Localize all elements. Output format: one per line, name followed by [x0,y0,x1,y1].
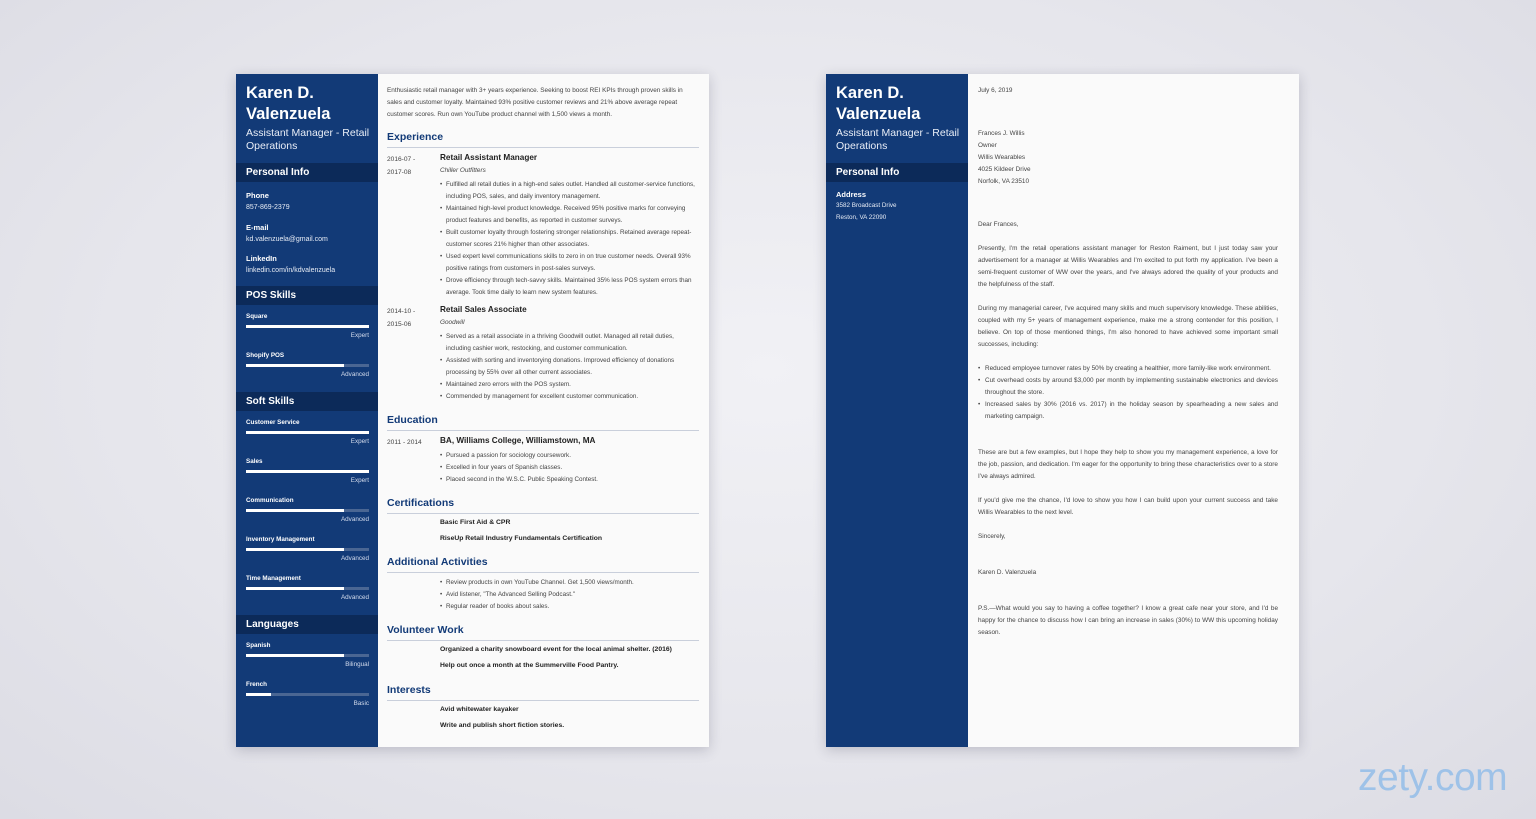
interest-item: Avid whitewater kayaker [440,706,519,713]
language-bar [246,693,369,696]
letter-sidebar [826,74,968,747]
language-spanish [246,642,369,678]
job-bullets [440,331,700,403]
interest-item: Write and publish short fiction stories. [440,722,565,729]
education-dates: 2011 - 2014 [387,439,422,446]
certification-item: RiseUp Retail Industry Fundamentals Certification [440,535,603,542]
skill-bar [246,325,369,328]
skill-name: Communication [246,497,294,504]
skill-bar [246,587,369,590]
skill-customer-service [246,419,369,455]
resume-page [236,74,709,747]
skill-bar [246,431,369,434]
resume-role: Assistant Manager - Retail Operations [246,127,370,152]
recipient-street: 4025 Kildeer Drive [978,166,1031,173]
skill-name: Shopify POS [246,352,285,359]
skill-name: Inventory Management [246,536,315,543]
skill-time-management [246,575,369,611]
pos-skills-heading: POS Skills [236,286,378,305]
letter-paragraph-2: During my managerial career, I've acquired many skills and much supervisory knowledge. These abilities, coupled with my 5+ years of management experience, make me a strong contender for this position, I believe. On top of those mentioned things, I'm also honored to have achieved some important small successes, including: [978,305,1278,348]
letter-date: July 6, 2019 [978,87,1013,94]
recipient-title: Owner [978,142,997,149]
zety-logo: zety.com [1358,756,1508,799]
education-bullet: • Placed second in the W.S.C. Public Speaking Contest. [440,474,700,486]
certification-item: Basic First Aid & CPR [440,519,511,526]
education-bullet: • Pursued a passion for sociology coursework. [440,450,700,462]
job-bullet: • Commended by management for excellent customer communication. [440,391,700,403]
skill-name: Square [246,313,268,320]
job-bullet: • Maintained high-level product knowledge. Received 95% positive marks for conveying product features and benefits, as reported in customer surveys. [440,203,700,227]
skill-square [246,313,369,349]
volunteer-item: Help out once a month at the Summerville Food Pantry. [440,662,619,669]
job-bullets [440,179,700,299]
language-bar [246,654,369,657]
resume-sidebar [236,74,378,747]
activity-bullet: • Review products in own YouTube Channel. Get 1,500 views/month. [440,577,700,589]
phone-label: Phone [246,191,269,200]
skill-sales [246,458,369,494]
letter-role: Assistant Manager - Retail Operations [836,127,960,152]
achievement-bullet: • Cut overhead costs by around $3,000 per month by implementing sustainable electronics and devices throughout the store. [978,375,1278,399]
resume-summary: Enthusiastic retail manager with 3+ years experience. Seeking to boost REI KPIs through proven skills in sales and customer loyalty. Maintained 93% positive customer reviews and 21% above average repeat customer scores. Run own YouTube product channel with 1,500 views a month. [387,87,683,118]
job-org: Chiller Outfitters [440,167,486,174]
letter-name: Karen D. Valenzuela [836,84,921,123]
job-bullet: • Drove efficiency through tech-savvy skills. Maintained 35% less POS system errors than average. Took time daily to learn new system features. [440,275,700,299]
activity-bullet: • Avid listener, "The Advanced Selling Podcast." [440,589,700,601]
skill-level: Advanced [340,555,369,562]
resume-name: Karen D. Valenzuela [246,84,331,123]
languages-heading: Languages [236,615,378,634]
activities-heading: Additional Activities [387,556,699,573]
interests-heading: Interests [387,684,699,701]
volunteer-heading: Volunteer Work [387,624,699,641]
recipient-city: Norfolk, VA 23510 [978,178,1030,185]
skill-name: Customer Service [246,419,300,426]
skill-level: Advanced [340,516,369,523]
cover-letter-page [826,74,1299,747]
language-level: Basic [353,700,369,707]
education-title: BA, Williams College, Williamstown, MA [440,436,596,445]
address-line2: Reston, VA 22090 [836,214,887,221]
skill-level: Expert [350,438,369,445]
job-dates: 2014-10 - 2015-06 [387,308,416,328]
skill-shopify-pos [246,352,369,388]
skill-bar [246,364,369,367]
soft-skills-heading: Soft Skills [236,392,378,411]
personal-info-heading: Personal Info [236,163,378,182]
letter-paragraph-4: If you'd give me the chance, I'd love to show you how I can build upon your current success and take Willis Wearables to the next level. [978,497,1278,516]
skill-bar [246,509,369,512]
activities-bullets [440,577,700,613]
skill-level: Advanced [340,594,369,601]
letter-postscript: P.S.—What would you say to having a coffee together? I know a great cafe near your store, and I'd be happy for the chance to discuss how I can bring an increase in sales (30%) to WW this upcoming holiday season. [978,605,1278,636]
education-bullet: • Excelled in four years of Spanish classes. [440,462,700,474]
job-title: Retail Assistant Manager [440,153,538,162]
skill-level: Expert [350,477,369,484]
linkedin-value: linkedin.com/in/kdvalenzuela [246,267,336,274]
job-bullet: • Assisted with sorting and inventorying donations. Improved efficiency of donations processing by 55% over all other current associates. [440,355,700,379]
letter-paragraph-3: These are but a few examples, but I hope they help to show you my management experience, a love for the job, passion, and dedication. I'm eager for the opportunity to bring these characteristics over to a store I've always admired. [978,449,1278,480]
skill-bar [246,470,369,473]
skill-name: Time Management [246,575,301,582]
letter-body [968,74,1299,747]
activity-bullet: • Regular reader of books about sales. [440,601,700,613]
language-name: French [246,681,267,688]
job-bullet: • Served as a retail associate in a thriving Goodwill outlet. Managed all retail duties, including cashier work, restocking, and customer communication. [440,331,700,355]
letter-personal-info-heading: Personal Info [826,163,968,182]
phone-value: 857-869-2379 [246,204,290,211]
letter-greeting: Dear Frances, [978,221,1019,228]
volunteer-item: Organized a charity snowboard event for the local animal shelter. (2016) [440,646,672,653]
job-org: Goodwill [440,319,465,326]
skill-bar [246,548,369,551]
letter-achievements [978,363,1278,423]
skill-level: Expert [350,332,369,339]
skill-communication [246,497,369,533]
language-name: Spanish [246,642,271,649]
recipient-name: Frances J. Willis [978,130,1025,137]
address-line1: 3582 Broadcast Drive [836,202,897,209]
language-french [246,681,369,717]
education-bullets [440,450,700,486]
job-dates: 2016-07 - 2017-08 [387,156,416,176]
achievement-bullet: • Increased sales by 30% (2016 vs. 2017) in the holiday season by spearheading a new sales and marketing campaign. [978,399,1278,423]
skill-level: Advanced [340,371,369,378]
achievement-bullet: • Reduced employee turnover rates by 50% by creating a healthier, more family-like work environment. [978,363,1278,375]
email-value: kd.valenzuela@gmail.com [246,236,328,243]
skill-name: Sales [246,458,263,465]
letter-signature: Karen D. Valenzuela [978,569,1037,576]
job-bullet: • Fulfilled all retail duties in a high-end sales outlet. Handled all customer-service functions, including POS, sales, and daily inventory management. [440,179,700,203]
skill-inventory-management [246,536,369,572]
certifications-heading: Certifications [387,497,699,514]
job-bullet: • Used expert level communications skills to zero in on true customer needs. Overall 93% positive ratings from customers in post-sales surveys. [440,251,700,275]
linkedin-label: LinkedIn [246,254,277,263]
job-bullet: • Built customer loyalty through fostering stronger relationships. Retained average repeat-customer scores 21% higher than other associates. [440,227,700,251]
address-label: Address [836,190,867,199]
resume-main [378,74,709,747]
education-heading: Education [387,414,699,431]
email-label: E-mail [246,223,269,232]
language-level: Bilingual [345,661,369,668]
job-bullet: • Maintained zero errors with the POS system. [440,379,700,391]
job-title: Retail Sales Associate [440,305,527,314]
experience-heading: Experience [387,131,699,148]
recipient-company: Willis Wearables [978,154,1026,161]
letter-closing: Sincerely, [978,533,1006,540]
letter-paragraph-1: Presently, I'm the retail operations assistant manager for Reston Raiment, but I just today saw your advertisement for a manager at Willis Wearables and I'm excited to put forth my application. I've been a semi-frequent customer of WW over the years, and I've always adored the quality of your products and the helpfulness of the staff. [978,245,1278,288]
